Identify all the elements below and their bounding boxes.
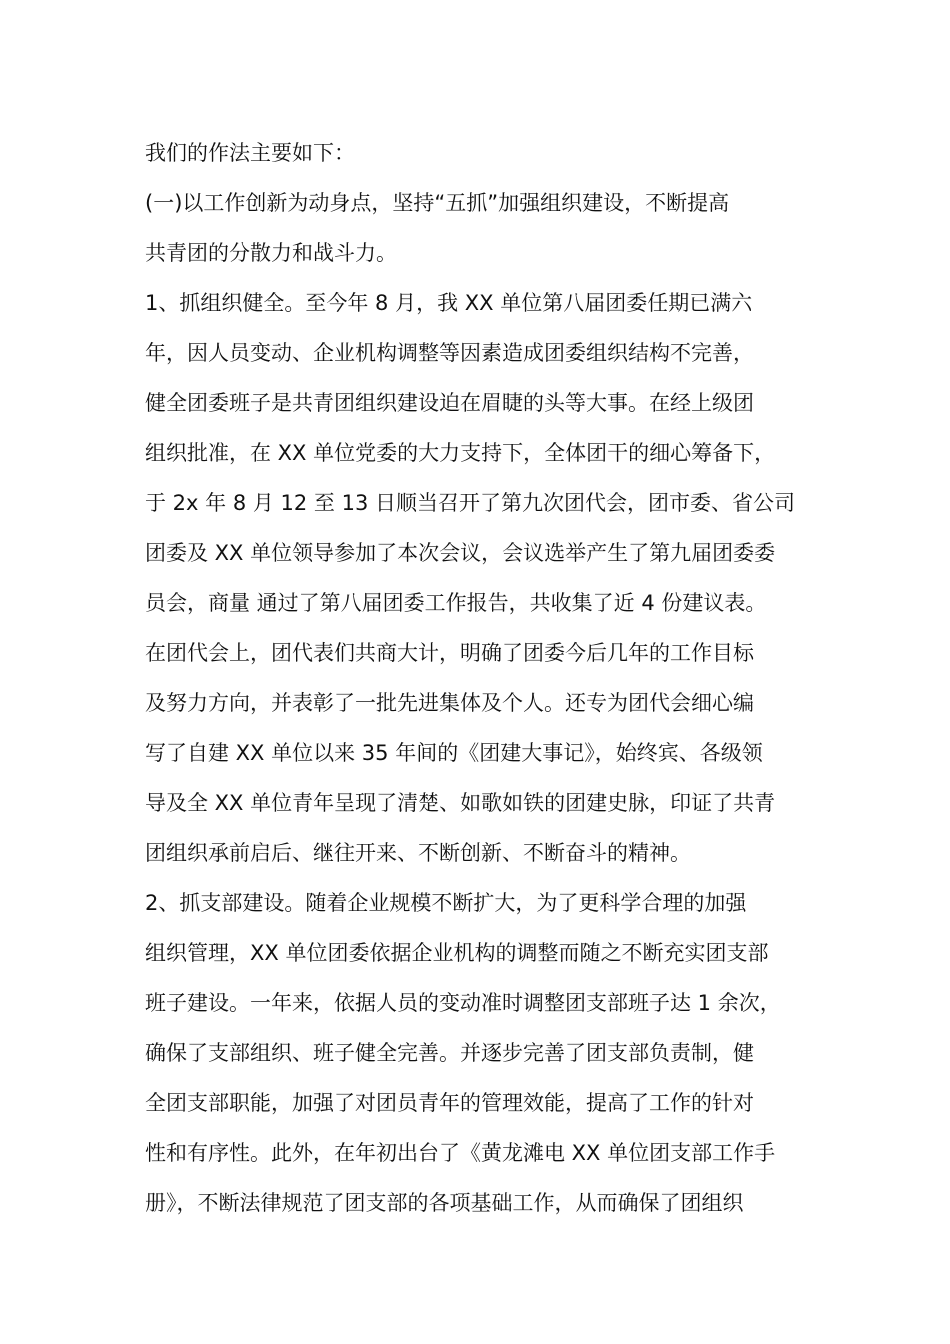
text-line: 班子建设。一年来，依据人员的变动准时调整团支部班子达 1 余次， [145, 991, 781, 1015]
text-line: 写了自建 XX 单位以来 35 年间的《团建大事记》，始终宾、各级领 [145, 741, 763, 765]
text-line: 于 2x 年 8 月 12 至 13 日顺当召开了第九次团代会，团市委、省公司 [145, 491, 795, 515]
text-line: 我们的作法主要如下： [145, 141, 355, 165]
text-line: 及努力方向，并表彰了一批先进集体及个人。还专为团代会细心编 [145, 691, 754, 715]
text-line: 2、抓支部建设。随着企业规模不断扩大，为了更科学合理的加强 [145, 891, 747, 915]
text-line: 册》，不断法律规范了团支部的各项基础工作，从而确保了团组织 [145, 1191, 744, 1215]
text-line: (一)以工作创新为动身点，坚持“五抓”加强组织建设，不断提高 [145, 191, 730, 215]
text-line: 在团代会上，团代表们共商大计，明确了团委今后几年的工作目标 [145, 641, 754, 665]
document-body [145, 128, 835, 1228]
text-line: 组织批准，在 XX 单位党委的大力支持下，全体团干的细心筹备下， [145, 441, 776, 465]
text-line: 组织管理，XX 单位团委依据企业机构的调整而随之不断充实团支部 [145, 941, 769, 965]
text-line: 年，因人员变动、企业机构调整等因素造成团委组织结构不完善， [145, 341, 754, 365]
text-line: 员会，商量 通过了第八届团委工作报告，共收集了近 4 份建议表。 [145, 591, 767, 615]
text-line: 性和有序性。此外，在年初出台了《黄龙滩电 XX 单位团支部工作手 [145, 1141, 776, 1165]
text-line: 导及全 XX 单位青年呈现了清楚、如歌如铁的团建史脉，印证了共青 [145, 791, 776, 815]
text-line: 共青团的分散力和战斗力。 [145, 241, 397, 265]
text-line: 全团支部职能，加强了对团员青年的管理效能，提高了工作的针对 [145, 1091, 754, 1115]
text-line: 团委及 XX 单位领导参加了本次会议，会议选举产生了第九届团委委 [145, 541, 776, 565]
text-line: 1、抓组织健全。至今年 8 月，我 XX 单位第八届团委任期已满六 [145, 291, 753, 315]
text-line: 团组织承前启后、继往开来、不断创新、不断奋斗的精神。 [145, 841, 691, 865]
text-line: 健全团委班子是共青团组织建设迫在眉睫的头等大事。在经上级团 [145, 391, 754, 415]
text-line: 确保了支部组织、班子健全完善。并逐步完善了团支部负责制，健 [145, 1041, 754, 1065]
